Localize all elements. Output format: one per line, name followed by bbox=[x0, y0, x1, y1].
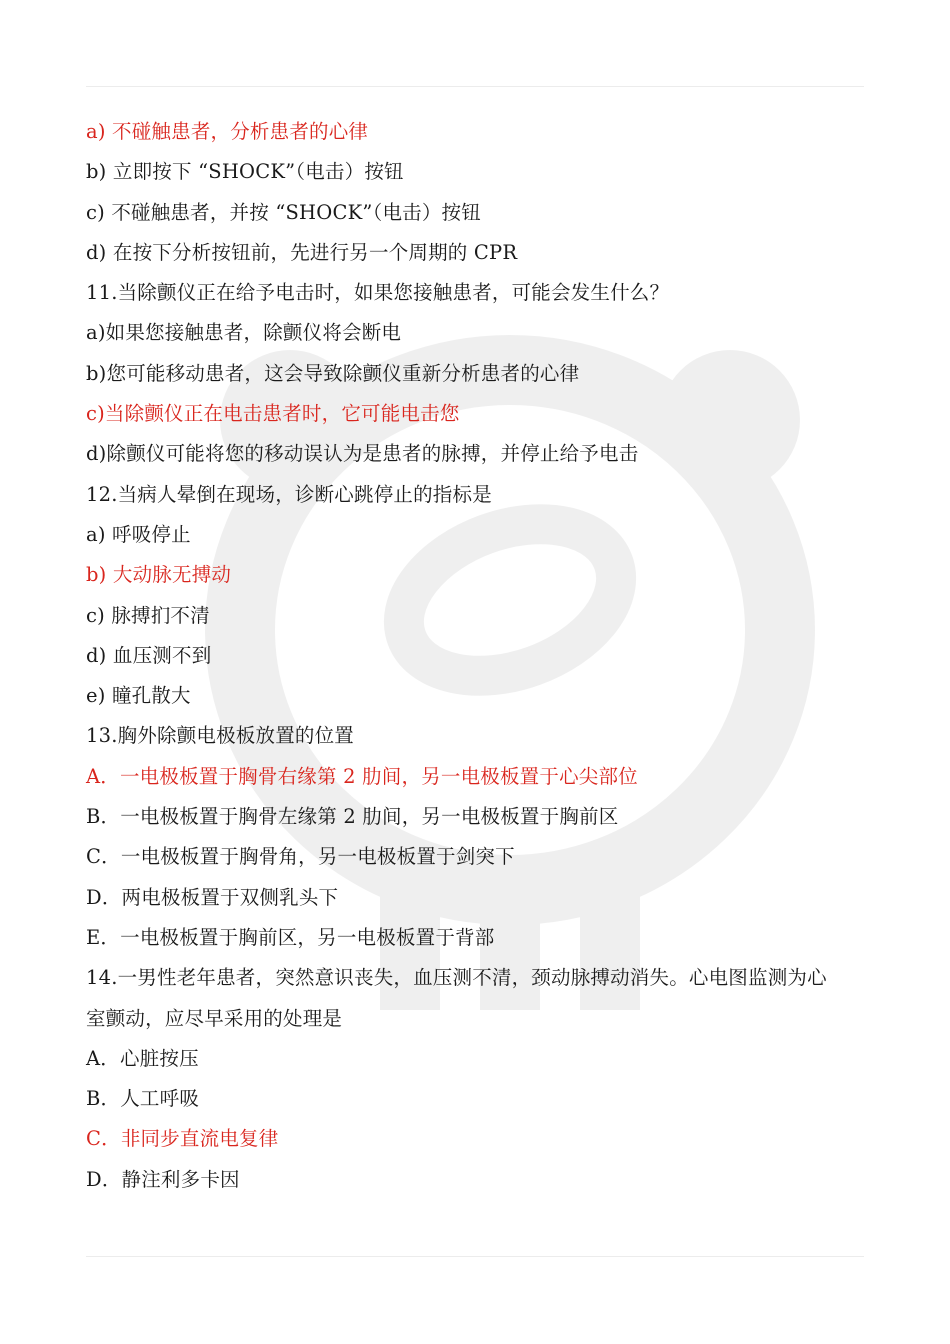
text-line: B．一电极板置于胸骨左缘第 2 肋间，另一电极板置于胸前区 bbox=[86, 805, 619, 829]
text-line: 室颤动，应尽早采用的处理是 bbox=[86, 1006, 343, 1030]
text-line: E．一电极板置于胸前区，另一电极板置于背部 bbox=[86, 925, 495, 949]
text-line: D．静注利多卡因 bbox=[86, 1167, 240, 1191]
text-line: D．两电极板置于双侧乳头下 bbox=[86, 885, 339, 909]
text-line: d) 血压测不到 bbox=[86, 643, 212, 667]
text-line: C．一电极板置于胸骨角，另一电极板置于剑突下 bbox=[86, 845, 515, 869]
question-text-block bbox=[86, 112, 864, 1200]
answer-line-correct: c)当除颤仪正在电击患者时，它可能电击您 bbox=[86, 402, 460, 426]
text-line: 13.胸外除颤电极板放置的位置 bbox=[86, 724, 355, 748]
footer-divider bbox=[86, 1256, 864, 1257]
header-divider bbox=[86, 86, 864, 87]
answer-line-correct: A．一电极板置于胸骨右缘第 2 肋间，另一电极板置于心尖部位 bbox=[86, 764, 638, 788]
text-line: 11.当除颤仪正在给予电击时，如果您接触患者，可能会发生什么？ bbox=[86, 281, 670, 305]
answer-line-correct: C．非同步直流电复律 bbox=[86, 1127, 279, 1151]
text-line: c) 脉搏扪不清 bbox=[86, 603, 210, 627]
answer-line-correct: b) 大动脉无搏动 bbox=[86, 563, 232, 587]
text-line: d) 在按下分析按钮前，先进行另一个周期的 CPR bbox=[86, 240, 518, 264]
text-line: a)如果您接触患者，除颤仪将会断电 bbox=[86, 321, 402, 345]
answer-line-correct: a) 不碰触患者，分析患者的心律 bbox=[86, 120, 369, 143]
text-line: 14.一男性老年患者，突然意识丧失，血压测不清，颈动脉搏动消失。心电图监测为心 bbox=[86, 966, 827, 990]
text-line: d)除颤仪可能将您的移动误认为是患者的脉搏，并停止给予电击 bbox=[86, 442, 639, 466]
text-line: 12.当病人晕倒在现场，诊断心跳停止的指标是 bbox=[86, 482, 492, 506]
text-line: e) 瞳孔散大 bbox=[86, 684, 191, 708]
text-line: B．人工呼吸 bbox=[86, 1087, 200, 1111]
text-line: b)您可能移动患者，这会导致除颤仪重新分析患者的心律 bbox=[86, 361, 580, 385]
text-line: b) 立即按下 “SHOCK”（电击）按钮 bbox=[86, 160, 404, 184]
text-line: c) 不碰触患者，并按 “SHOCK”（电击）按钮 bbox=[86, 200, 481, 224]
text-line: a) 呼吸停止 bbox=[86, 522, 191, 546]
text-line: A．心脏按压 bbox=[86, 1046, 199, 1070]
